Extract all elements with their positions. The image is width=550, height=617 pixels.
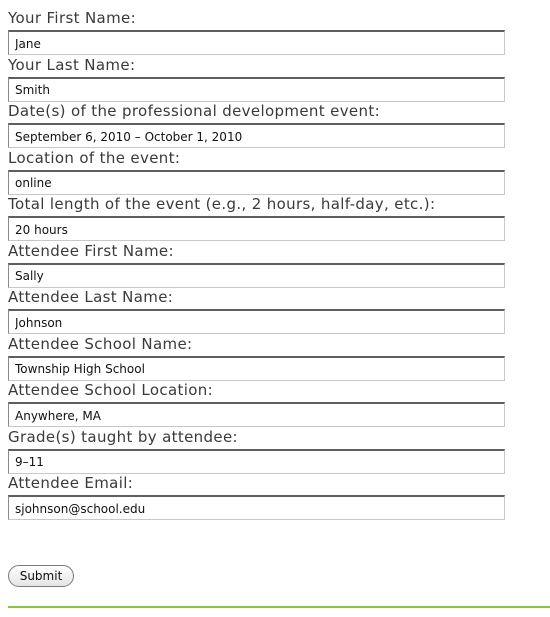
event-length-input[interactable]	[8, 216, 505, 241]
attendee-first-name-label: Attendee First Name:	[8, 241, 174, 260]
field-attendee-school-location	[8, 381, 528, 428]
your-last-name-input[interactable]	[8, 77, 505, 102]
attendee-grades-label: Grade(s) taught by attendee:	[8, 427, 238, 446]
attendee-first-name-input[interactable]	[8, 263, 505, 288]
attendee-school-name-label: Attendee School Name:	[8, 334, 193, 353]
footer-divider	[8, 606, 550, 608]
event-dates-label: Date(s) of the professional development event:	[8, 102, 380, 120]
attendee-email-label: Attendee Email:	[8, 474, 134, 492]
pd-event-form	[8, 9, 528, 521]
event-length-label: Total length of the event (e.g., 2 hours, half-day, etc.):	[8, 195, 436, 213]
attendee-email-input[interactable]	[8, 495, 505, 520]
field-event-length	[8, 195, 528, 242]
field-event-location	[8, 149, 528, 196]
submit-button[interactable]: Submit	[8, 565, 74, 587]
field-attendee-school-name	[8, 335, 528, 382]
attendee-school-location-input[interactable]	[8, 402, 505, 427]
attendee-school-location-label: Attendee School Location:	[8, 381, 214, 399]
field-your-last-name	[8, 56, 528, 103]
attendee-last-name-input[interactable]	[8, 309, 505, 334]
field-attendee-first-name	[8, 242, 528, 289]
attendee-grades-input[interactable]	[8, 449, 505, 474]
attendee-school-name-input[interactable]	[8, 356, 505, 381]
field-event-dates	[8, 102, 528, 149]
field-attendee-grades	[8, 428, 528, 475]
event-location-label: Location of the event:	[8, 148, 181, 167]
your-last-name-label: Your Last Name:	[8, 55, 136, 74]
event-location-input[interactable]	[8, 170, 505, 195]
your-first-name-label: Your First Name:	[8, 9, 137, 27]
your-first-name-input[interactable]	[8, 30, 505, 55]
field-attendee-last-name	[8, 288, 528, 335]
field-attendee-email	[8, 474, 528, 521]
event-dates-input[interactable]	[8, 123, 505, 148]
field-your-first-name	[8, 9, 528, 56]
attendee-last-name-label: Attendee Last Name:	[8, 288, 174, 306]
